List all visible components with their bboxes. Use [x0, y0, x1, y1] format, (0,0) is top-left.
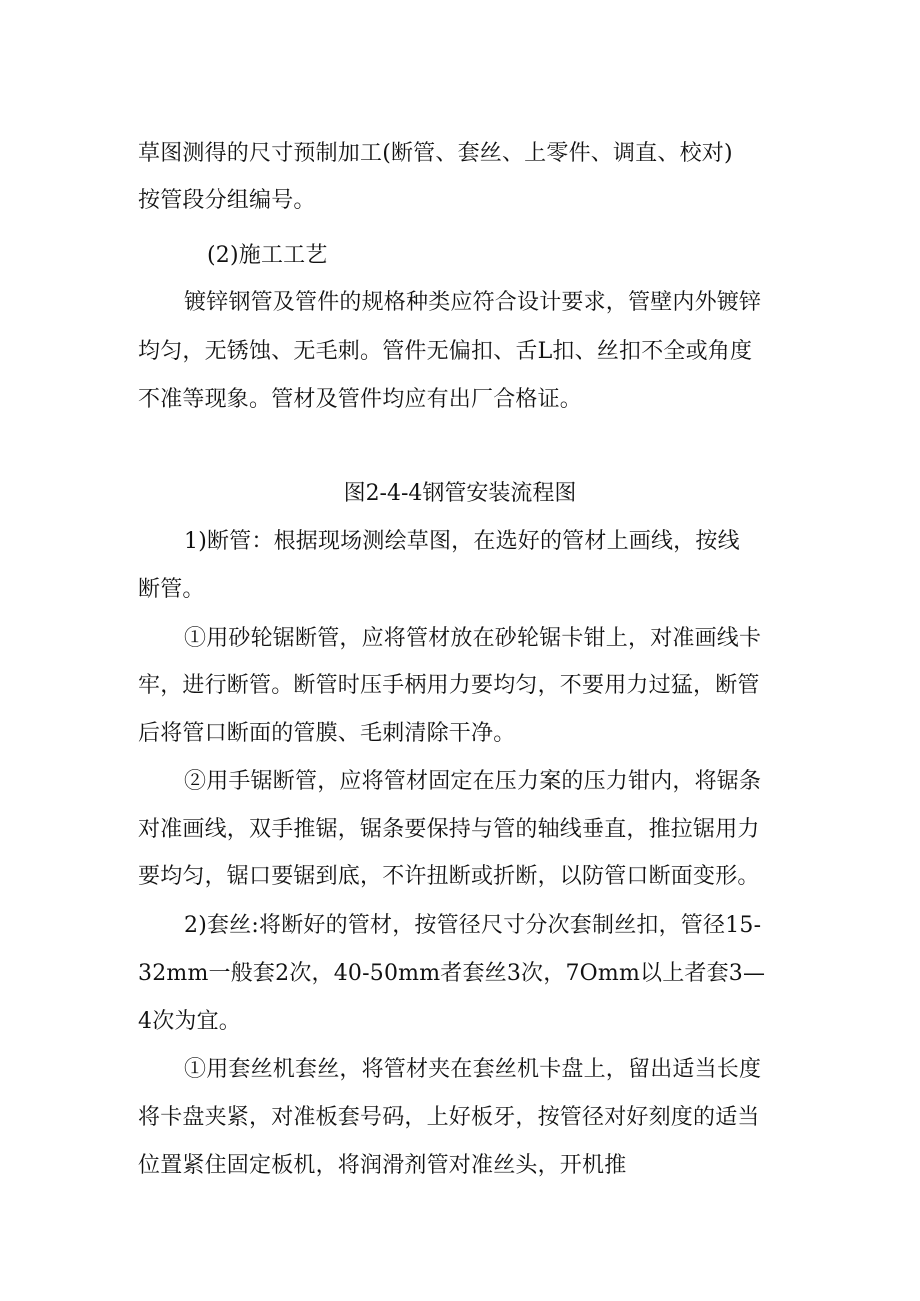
paragraph-line: 后将管口断面的管膜、毛刺清除干净。	[138, 721, 516, 746]
paragraph-line: 2)套丝:将断好的管材，按管径尺寸分次套制丝扣，管径15-	[184, 913, 762, 938]
paragraph-line: 断管。	[138, 577, 205, 602]
paragraph-line: 牢，进行断管。断管时压手柄用力要均匀，不要用力过猛，断管	[138, 673, 760, 698]
paragraph-line: 对准画线，双手推锯，锯条要保持与管的轴线垂直，推拉锯用力	[138, 817, 760, 842]
paragraph-line: ②用手锯断管，应将管材固定在压力案的压力钳内，将锯条	[184, 769, 762, 794]
paragraph-line: 镀锌钢管及管件的规格种类应符合设计要求，管壁内外镀锌	[184, 290, 762, 315]
paragraph-line: 均匀，无锈蚀、无毛刺。管件无偏扣、舌L扣、丝扣不全或角度	[138, 339, 753, 364]
paragraph-line: 草图测得的尺寸预制加工(断管、套丝、上零件、调直、校对)	[138, 141, 733, 166]
paragraph-line: 32mm一般套2次，40-50mm者套丝3次，7Omm以上者套3—	[138, 961, 766, 986]
paragraph-line: ①用砂轮锯断管，应将管材放在砂轮锯卡钳上，对准画线卡	[184, 626, 762, 651]
paragraph-line: 按管段分组编号。	[138, 188, 316, 213]
figure-caption: 图2-4-4钢管安装流程图	[343, 481, 577, 506]
section-heading: (2)施工工艺	[207, 243, 328, 268]
paragraph-line: 要均匀，锯口要锯到底，不许扭断或折断，以防管口断面变形。	[138, 864, 760, 889]
paragraph-line: 4次为宜。	[138, 1009, 241, 1034]
paragraph-line: 将卡盘夹紧，对准板套号码，上好板牙，按管径对好刻度的适当	[138, 1105, 760, 1130]
paragraph-line: 不准等现象。管材及管件均应有出厂合格证。	[138, 387, 583, 412]
paragraph-line: 1)断管：根据现场测绘草图，在选好的管材上画线，按线	[184, 529, 740, 554]
paragraph-line: ①用套丝机套丝，将管材夹在套丝机卡盘上，留出适当长度	[184, 1057, 762, 1082]
paragraph-line: 位置紧住固定板机，将润滑剂管对准丝头，开机推	[138, 1153, 627, 1178]
